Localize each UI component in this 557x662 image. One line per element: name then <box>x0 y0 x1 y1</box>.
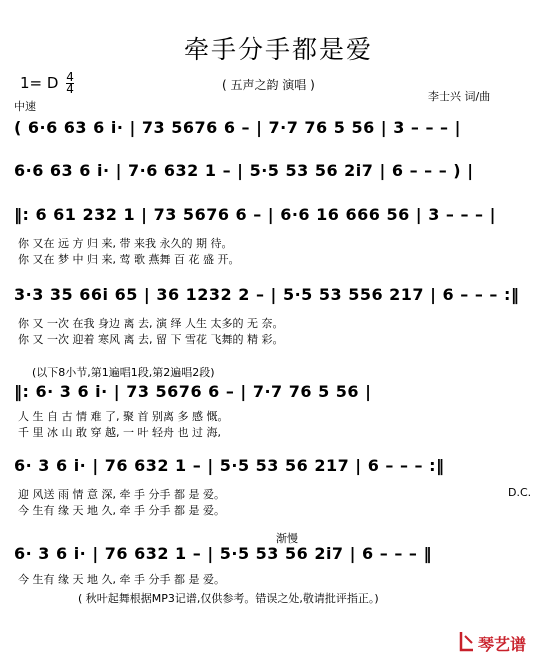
score-row-7: 6· 3 6 i· | 76 632 1 – | 5·5 53 56 2i7 | 6 – – – ‖ <box>14 544 432 563</box>
lyrics-row-3-line-1: 你 又在 远 方 归 来, 带 来我 永久的 期 待。 <box>18 237 233 250</box>
lyrics-row-5-line-2: 千 里 冰 山 敢 穿 越, 一 叶 轻舟 也 过 海, <box>18 426 221 439</box>
lyrics-row-7-line-1: 今 生有 缘 天 地 久, 牵 手 分手 都 是 爱。 <box>18 573 225 586</box>
lyrics-row-3-line-2: 你 又在 梦 中 归 来, 莺 歌 燕舞 百 花 盛 开。 <box>18 253 240 266</box>
key-signature <box>20 72 74 95</box>
lyrics-row-6-line-2: 今 生有 缘 天 地 久, 牵 手 分手 都 是 爱。 <box>18 504 225 517</box>
footer-note: ( 秋叶起舞根据MP3记谱,仅供参考。错误之处,敬请批评指正。) <box>78 592 379 605</box>
time-beats: 4 <box>66 70 74 84</box>
key-label: 1= D <box>20 74 59 92</box>
time-unit: 4 <box>66 82 74 96</box>
score-row-5: ‖: 6· 3 6 i· | 73 5676 6 – | 7·7 76 5 56 | <box>14 382 372 401</box>
repeat-note: (以下8小节,第1遍唱1段,第2遍唱2段) <box>32 366 215 379</box>
lyrics-row-4-line-1: 你 又 一次 在我 身边 离 去, 演 绎 人生 太多的 无 奈。 <box>18 317 284 330</box>
da-capo-mark: D.C. <box>508 486 532 499</box>
watermark-logo-icon <box>458 630 476 652</box>
time-signature <box>66 72 74 95</box>
tempo-marking: 中速 <box>14 100 36 113</box>
score-row-2: 6·6 63 6 i· | 7·6 632 1 – | 5·5 53 56 2i7 | 6 – – – ) | <box>14 161 474 180</box>
tempo-change: 渐慢 <box>276 532 298 545</box>
lyrics-row-6-line-1: 迎 风送 雨 情 意 深, 牵 手 分手 都 是 爱。 <box>18 488 225 501</box>
score-title: 牵手分手都是爱 <box>183 35 373 64</box>
score-row-6: 6· 3 6 i· | 76 632 1 – | 5·5 53 56 217 | 6 – – – :‖ <box>14 456 445 475</box>
score-row-1: ( 6·6 63 6 i· | 73 5676 6 – | 7·7 76 5 56 | 3 – – – | <box>14 118 461 137</box>
lyrics-row-4-line-2: 你 又 一次 迎着 寒风 离 去, 留 下 雪花 飞舞的 精 彩。 <box>18 333 284 346</box>
performers: ( 五声之韵 演唱 ) <box>222 78 315 92</box>
score-row-3: ‖: 6 61 232 1 | 73 5676 6 – | 6·6 16 666 56 | 3 – – – | <box>14 205 496 224</box>
watermark-logo-text: 琴艺谱 <box>478 635 527 654</box>
lyrics-row-5-line-1: 人 生 自 古 情 难 了, 聚 首 别离 多 感 慨。 <box>18 410 229 423</box>
score-row-4: 3·3 35 66i 65 | 36 1232 2 – | 5·5 53 556 217 | 6 – – – :‖ <box>14 285 520 304</box>
composer-credit: 李士兴 词/曲 <box>428 90 491 103</box>
